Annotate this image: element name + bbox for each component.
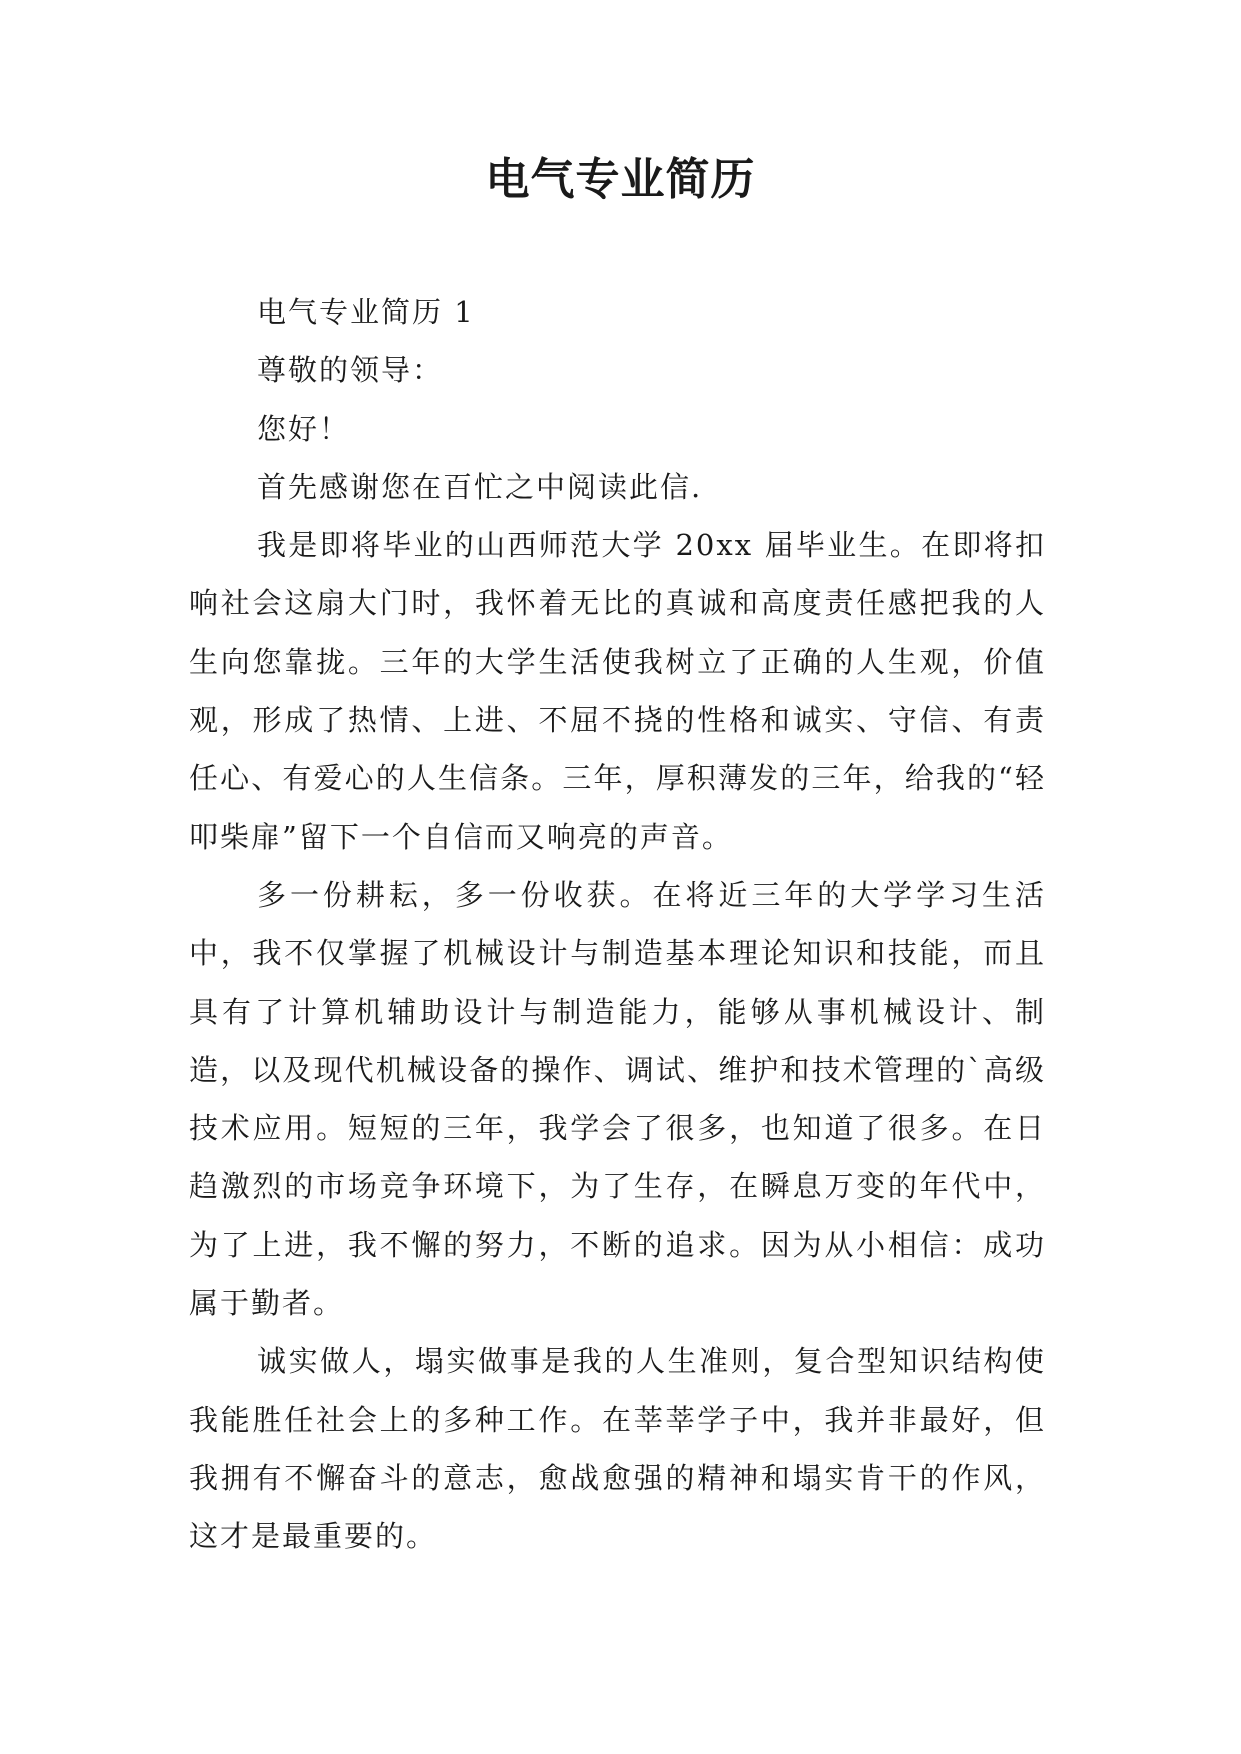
paragraph: 首先感谢您在百忙之中阅读此信. bbox=[257, 469, 703, 504]
salutation: 尊敬的领导： bbox=[257, 353, 444, 388]
section-heading: 电气专业简历 1 bbox=[257, 295, 475, 329]
document-title: 电气专业简历 bbox=[485, 154, 756, 205]
document-body bbox=[189, 283, 1046, 1566]
paragraph: 我是即将毕业的山西师范大学 20xx 届毕业生。在即将扣响社会这扇大门时，我怀着无比的真诚和高度责任感把我的人生向您靠拢。三年的大学生活使我树立了正确的人生观，价值观，形成了热情、上进、不屈不挠的性格和诚实、守信、有责任心、有爱心的人生信条。三年，厚积薄发的三年，给我的“轻叩柴扉”留下一个自信而又响亮的声音。 bbox=[189, 528, 1046, 854]
paragraph: 诚实做人，塌实做事是我的人生准则，复合型知识结构使我能胜任社会上的多种工作。在莘莘学子中，我并非最好，但我拥有不懈奋斗的意志，愈战愈强的精神和塌实肯干的作风，这才是最重要的。 bbox=[189, 1344, 1046, 1554]
paragraph: 多一份耕耘，多一份收获。在将近三年的大学学习生活中，我不仅掌握了机械设计与制造基本理论知识和技能，而且具有了计算机辅助设计与制造能力，能够从事机械设计、制造，以及现代机械设备的操作、调试、维护和技术管理的`高级技术应用。短短的三年，我学会了很多，也知道了很多。在日趋激烈的市场竞争环境下，为了生存，在瞬息万变的年代中，为了上进，我不懈的努力，不断的追求。因为从小相信：成功属于勤者。 bbox=[189, 877, 1046, 1321]
greeting: 您好！ bbox=[257, 411, 351, 446]
